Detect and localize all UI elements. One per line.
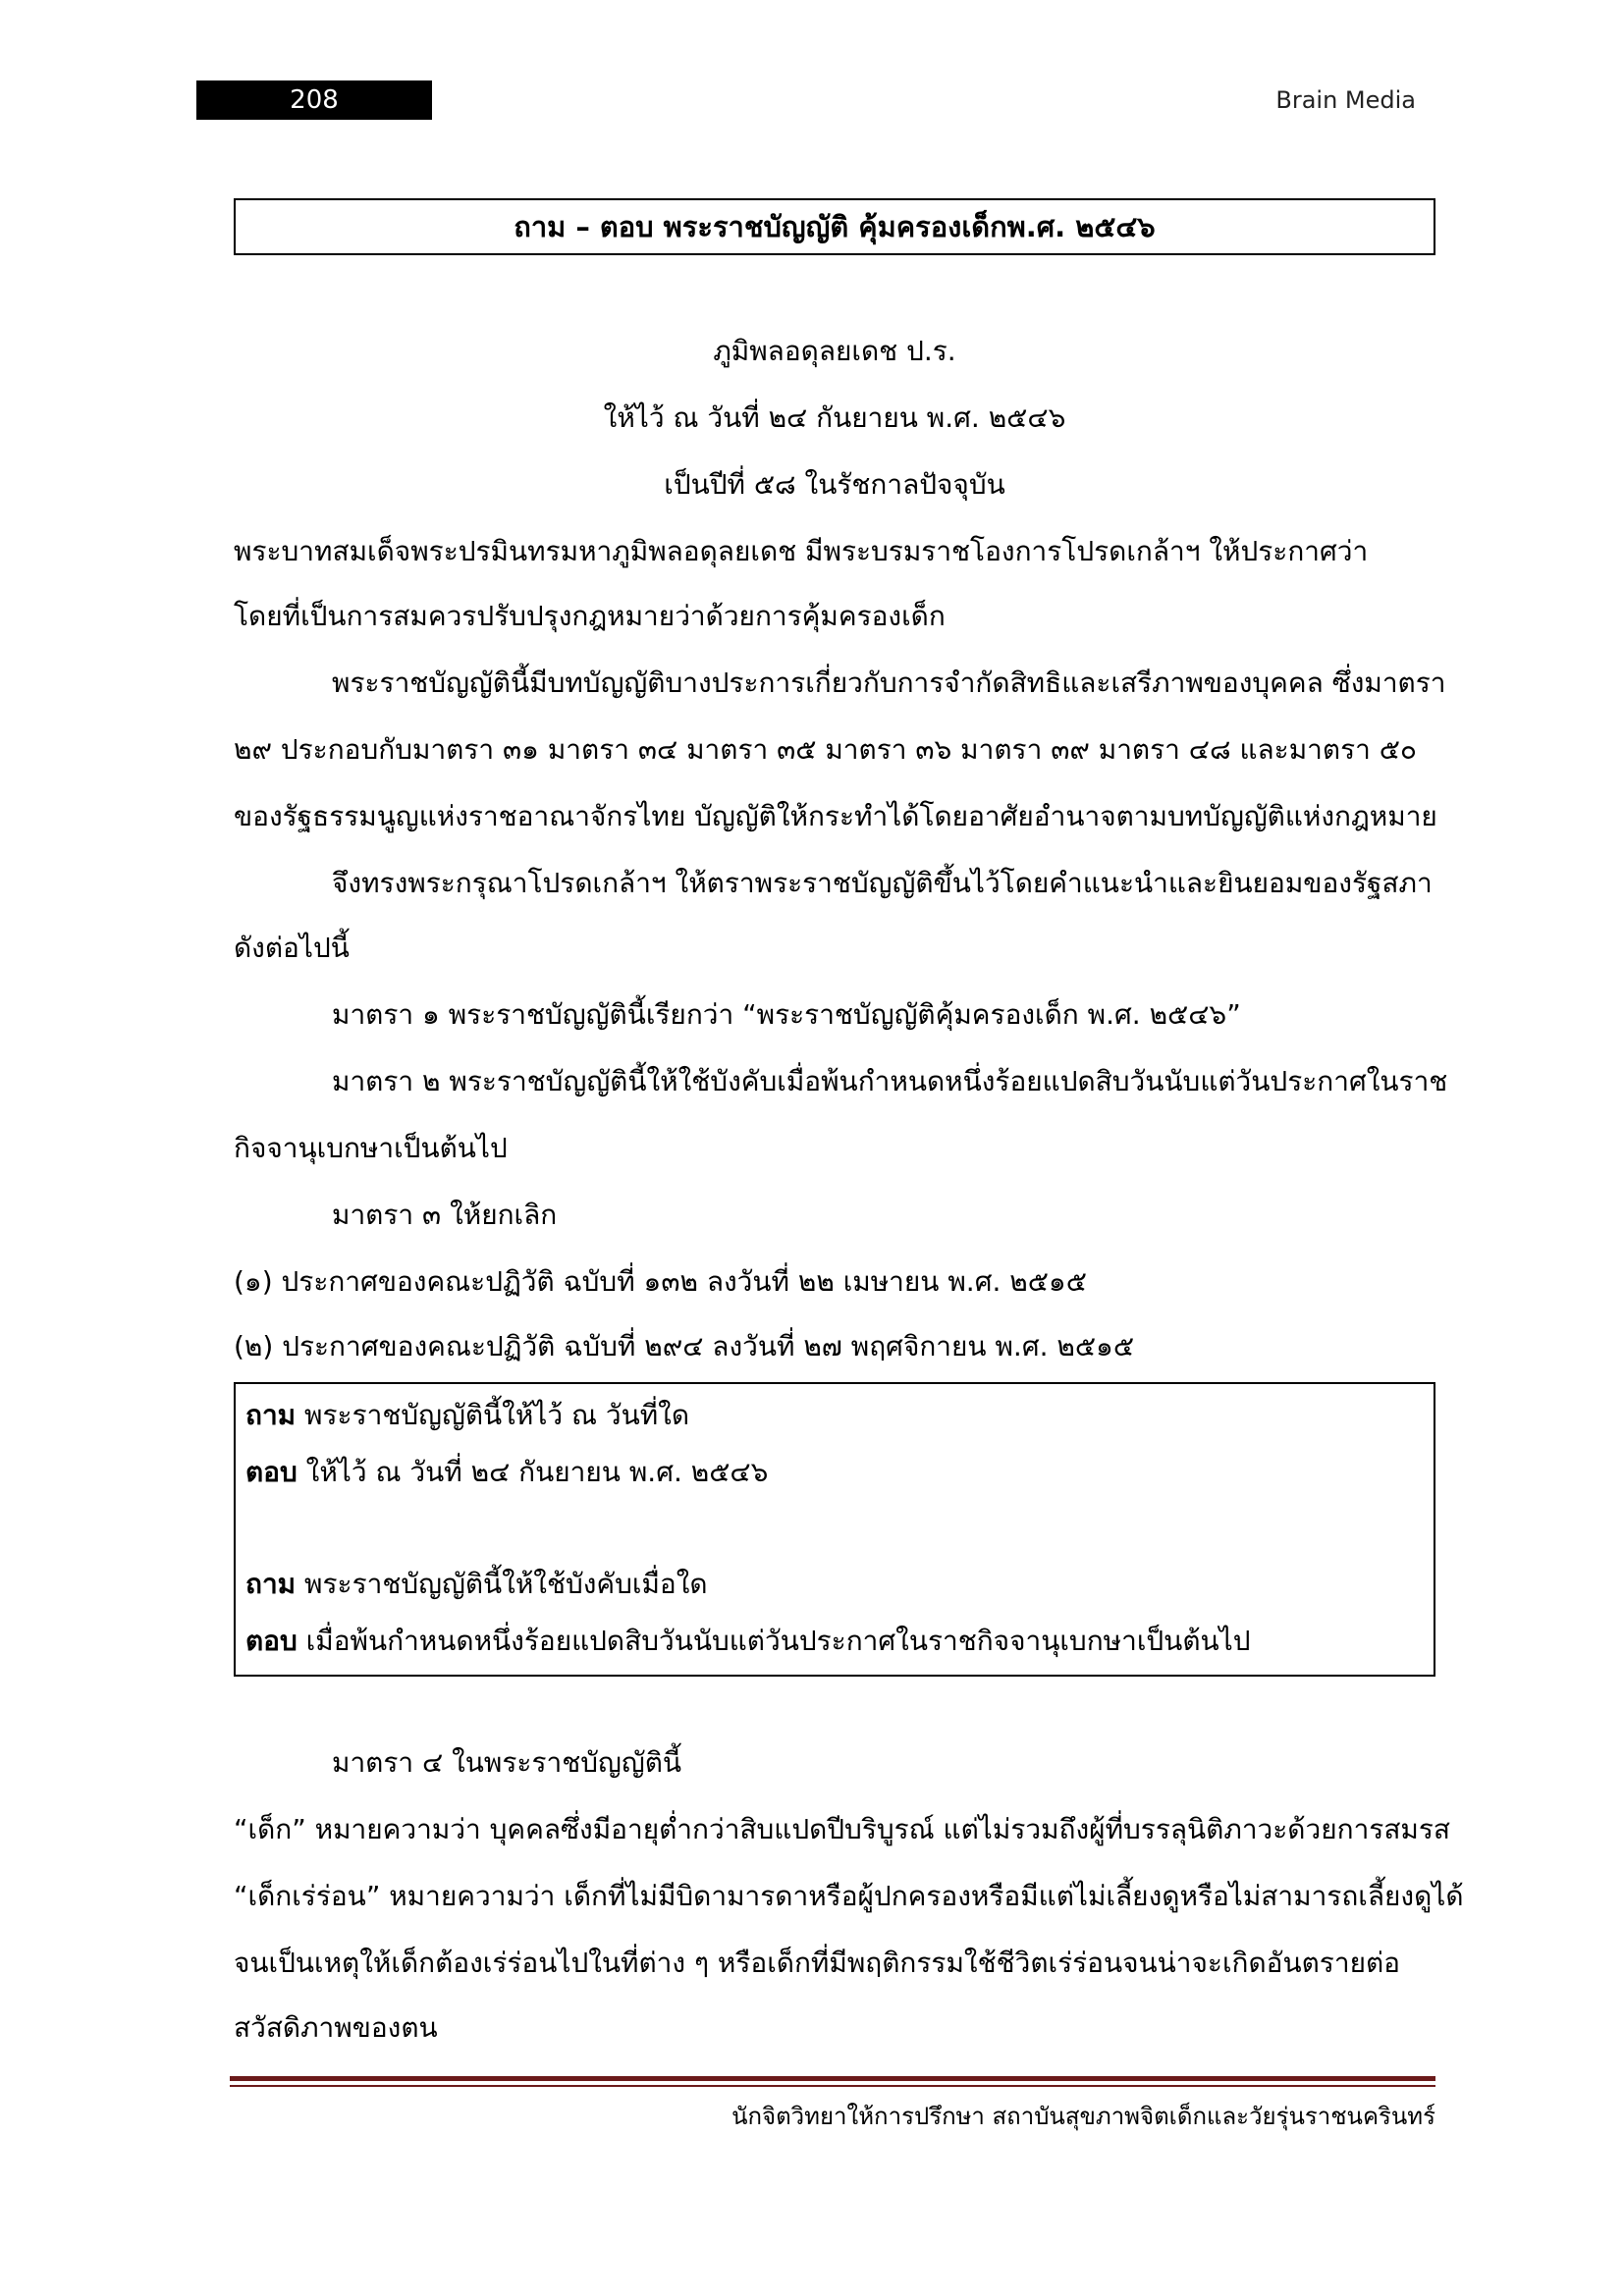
king-signature: ภูมิพลอดุลยเดช ป.ร. (713, 335, 956, 367)
given-date: ให้ไว้ ณ วันที่ ๒๔ กันยายน พ.ศ. ๒๕๔๖ (603, 401, 1066, 434)
qa-question (245, 1396, 689, 1435)
qa-question (245, 1565, 708, 1604)
qa-text: พระราชบัญญัตินี้ให้ใช้บังคับเมื่อใด (296, 1568, 708, 1600)
qa-text: ให้ไว้ ณ วันที่ ๒๔ กันยายน พ.ศ. ๒๕๔๖ (297, 1456, 769, 1488)
page-title: ถาม – ตอบ พระราชบัญญัติ คุ้มครองเด็กพ.ศ. ๒๕๔๖ (234, 198, 1435, 255)
definition-line: สวัสดิภาพของตน (234, 2011, 438, 2044)
page-number: 208 (196, 80, 432, 120)
body-line: จึงทรงพระกรุณาโปรดเกล้าฯ ให้ตราพระราชบัญญัติขึ้นไว้โดยคำแนะนำและยินยอมของรัฐสภา (332, 867, 1433, 899)
definition-line: “เด็ก” หมายความว่า บุคคลซึ่งมีอายุต่ำกว่าสิบแปดปีบริบูรณ์ แต่ไม่รวมถึงผู้ที่บรรลุนิติภาวะด้วยการสมรส (234, 1813, 1451, 1845)
qa-text: เมื่อพ้นกำหนดหนึ่งร้อยแปดสิบวันนับแต่วันประกาศในราชกิจจานุเบกษาเป็นต้นไป (297, 1625, 1251, 1657)
repeal-item: (๒) ประกาศของคณะปฏิวัติ ฉบับที่ ๒๙๔ ลงวันที่ ๒๗ พฤศจิกายน พ.ศ. ๒๕๑๕ (234, 1330, 1135, 1362)
qa-answer (245, 1453, 768, 1492)
footer-text: นักจิตวิทยาให้การปรึกษา สถาบันสุขภาพจิตเด็กและวัยรุ่นราชนครินทร์ (731, 2103, 1435, 2130)
footer-rule (230, 2085, 1435, 2087)
section-4: มาตรา ๔ ในพระราชบัญญัตินี้ (332, 1746, 682, 1779)
section-3: มาตรา ๓ ให้ยกเลิก (332, 1199, 558, 1231)
section-1: มาตรา ๑ พระราชบัญญัตินี้เรียกว่า “พระราชบัญญัติคุ้มครองเด็ก พ.ศ. ๒๕๔๖” (332, 998, 1241, 1031)
body-line: พระราชบัญญัตินี้มีบทบัญญัติบางประการเกี่ยวกับการจำกัดสิทธิและเสรีภาพของบุคคล ซึ่งมาตรา (332, 667, 1446, 699)
footer-rule (230, 2076, 1435, 2081)
qa-label: ถาม (245, 1568, 297, 1600)
body-line: กิจจานุเบกษาเป็นต้นไป (234, 1132, 508, 1164)
body-line: ของรัฐธรรมนูญแห่งราชอาณาจักรไทย บัญญัติให้กระทำได้โดยอาศัยอำนาจตามบทบัญญัติแห่งกฎหมาย (234, 800, 1437, 832)
qa-label: ตอบ (245, 1456, 298, 1488)
publisher-name: Brain Media (1275, 86, 1416, 114)
body-line: ดังต่อไปนี้ (234, 932, 350, 964)
body-line: โดยที่เป็นการสมควรปรับปรุงกฎหมายว่าด้วยการคุ้มครองเด็ก (234, 600, 946, 632)
qa-answer (245, 1622, 1251, 1661)
qa-text: พระราชบัญญัตินี้ให้ไว้ ณ วันที่ใด (296, 1399, 690, 1431)
repeal-item: (๑) ประกาศของคณะปฏิวัติ ฉบับที่ ๑๓๒ ลงวันที่ ๒๒ เมษายน พ.ศ. ๒๕๑๕ (234, 1265, 1087, 1298)
reign-year: เป็นปีที่ ๕๘ ในรัชกาลปัจจุบัน (664, 468, 1005, 501)
section-2: มาตรา ๒ พระราชบัญญัตินี้ให้ใช้บังคับเมื่อพ้นกำหนดหนึ่งร้อยแปดสิบวันนับแต่วันประกาศในราช (332, 1065, 1448, 1097)
body-line: พระบาทสมเด็จพระปรมินทรมหาภูมิพลอดุลยเดช มีพระบรมราชโองการโปรดเกล้าฯ ให้ประกาศว่า (234, 535, 1369, 567)
definition-line: จนเป็นเหตุให้เด็กต้องเร่ร่อนไปในที่ต่าง ๆ หรือเด็กที่มีพฤติกรรมใช้ชีวิตเร่ร่อนจนน่าจะเกิดอันตรายต่อ (234, 1947, 1400, 1979)
definition-line: “เด็กเร่ร่อน” หมายความว่า เด็กที่ไม่มีบิดามารดาหรือผู้ปกครองหรือมีแต่ไม่เลี้ยงดูหรือไม่สามารถเลี้ยงดูได้ (234, 1880, 1464, 1912)
body-line: ๒๙ ประกอบกับมาตรา ๓๑ มาตรา ๓๔ มาตรา ๓๕ มาตรา ๓๖ มาตรา ๓๙ มาตรา ๔๘ และมาตรา ๕๐ (234, 733, 1418, 766)
qa-label: ตอบ (245, 1625, 298, 1657)
qa-box (234, 1382, 1435, 1677)
qa-label: ถาม (245, 1399, 297, 1431)
